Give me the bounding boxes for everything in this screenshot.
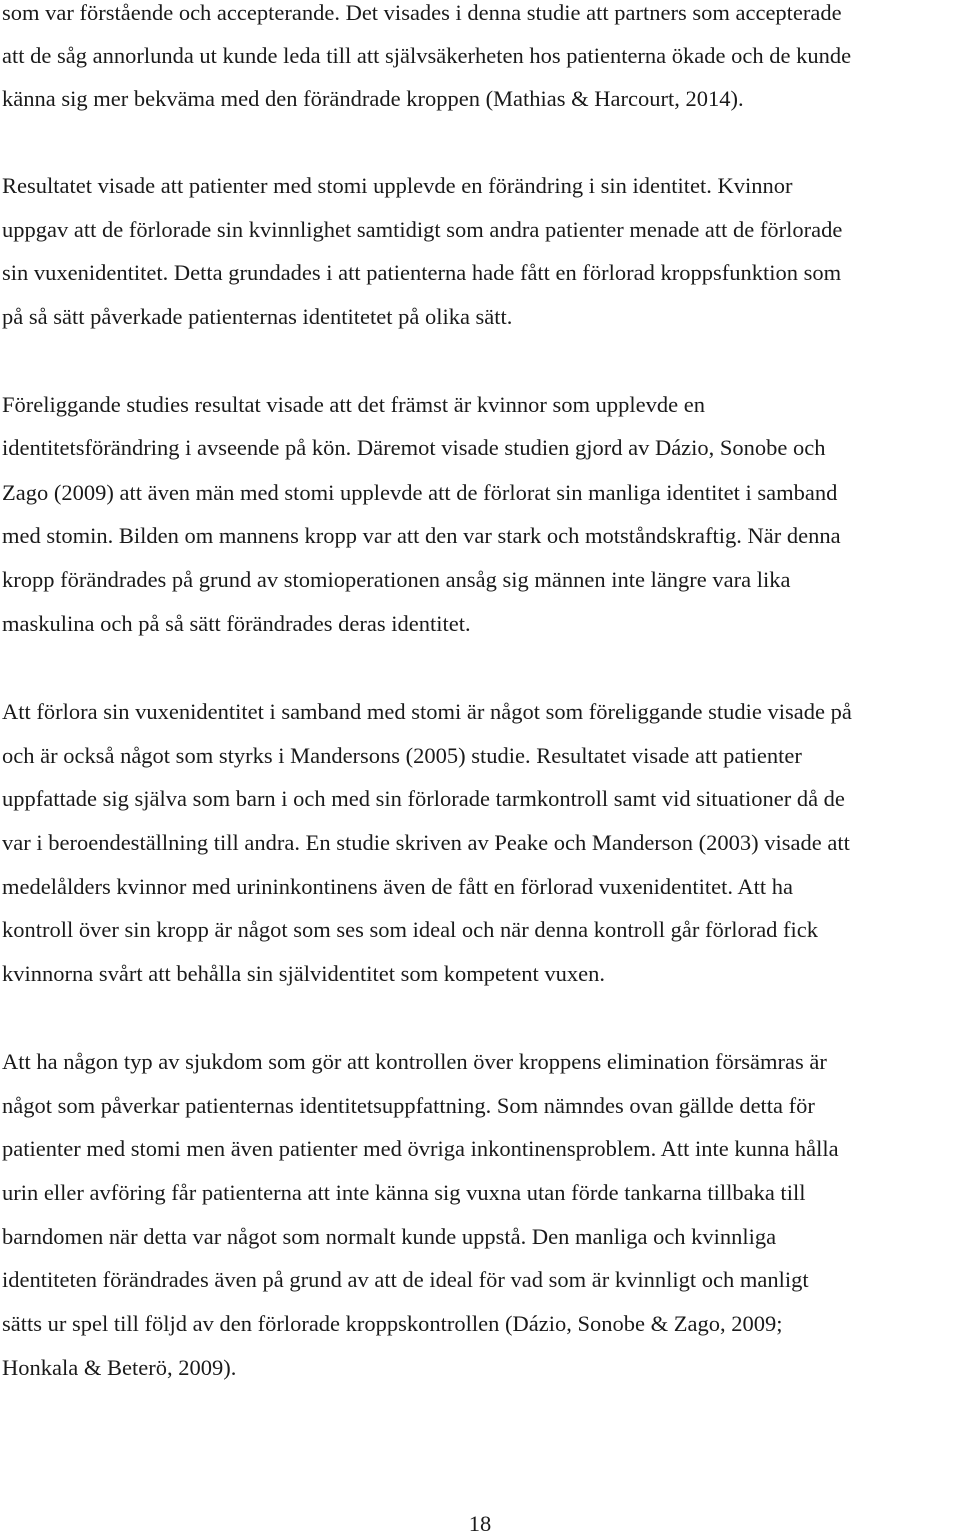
text-line: Att förlora sin vuxenidentitet i samband med stomi är något som föreliggande studie visade på xyxy=(2,699,852,724)
text-line: identiteten förändrades även på grund av att de ideal för vad som är kvinnligt och manligt xyxy=(2,1267,809,1292)
text-line: maskulina och på så sätt förändrades deras identitet. xyxy=(2,611,471,636)
text-line: sin vuxenidentitet. Detta grundades i att patienterna hade fått en förlorad kroppsfunktion som xyxy=(2,260,842,285)
text-line: kropp förändrades på grund av stomioperationen ansåg sig männen inte längre vara lika xyxy=(2,567,791,592)
text-line: patienter med stomi men även patienter med övriga inkontinensproblem. Att inte kunna hålla xyxy=(2,1136,839,1161)
text-line: uppfattade sig själva som barn i och med sin förlorade tarmkontroll samt vid situationer då de xyxy=(2,786,845,811)
page-number: 18 xyxy=(468,1511,492,1536)
text-line: med stomin. Bilden om mannens kropp var att den var stark och motståndskraftig. När denna xyxy=(2,523,841,548)
text-line: sätts ur spel till följd av den förlorade kroppskontrollen (Dázio, Sonobe & Zago, 2009; xyxy=(2,1311,783,1336)
text-line: Zago (2009) att även män med stomi upplevde att de förlorat sin manliga identitet i samband xyxy=(2,480,838,505)
text-line: Honkala & Beterö, 2009). xyxy=(2,1355,237,1380)
text-line: att de såg annorlunda ut kunde leda till att självsäkerheten hos patienterna ökade och de kunde xyxy=(2,43,852,68)
text-line: Att ha någon typ av sjukdom som gör att kontrollen över kroppens elimination försämras är xyxy=(2,1049,827,1074)
text-line: kontroll över sin kropp är något som ses som ideal och när denna kontroll går förlorad fick xyxy=(2,917,819,942)
text-line: barndomen när detta var något som normalt kunde uppstå. Den manliga och kvinnliga xyxy=(2,1224,777,1249)
text-line: medelålders kvinnor med urininkontinens även de fått en förlorad vuxenidentitet. Att ha xyxy=(2,874,794,899)
text-line: var i beroendeställning till andra. En studie skriven av Peake och Manderson (2003) visade att xyxy=(2,830,850,855)
text-line: något som påverkar patienternas identitetsuppfattning. Som nämndes ovan gällde detta för xyxy=(2,1093,815,1118)
text-line: på så sätt påverkade patienternas identitetet på olika sätt. xyxy=(2,304,513,329)
text-line: Föreliggande studies resultat visade att det främst är kvinnor som upplevde en xyxy=(2,392,705,417)
text-line: som var förstående och accepterande. Det visades i denna studie att partners som accepterade xyxy=(2,0,842,25)
text-line: och är också något som styrks i Mandersons (2005) studie. Resultatet visade att patienter xyxy=(2,743,802,768)
text-line: kvinnorna svårt att behålla sin självidentitet som kompetent vuxen. xyxy=(2,961,605,986)
text-line: Resultatet visade att patienter med stomi upplevde en förändring i sin identitet. Kvinnor xyxy=(2,173,793,198)
text-line: urin eller avföring får patienterna att inte känna sig vuxna utan förde tankarna tillbaka till xyxy=(2,1180,806,1205)
text-line: uppgav att de förlorade sin kvinnlighet samtidigt som andra patienter menade att de förlorade xyxy=(2,217,843,242)
text-line: känna sig mer bekväma med den förändrade kroppen (Mathias & Harcourt, 2014). xyxy=(2,86,744,111)
text-line: identitetsförändring i avseende på kön. Däremot visade studien gjord av Dázio, Sonobe och xyxy=(2,435,826,460)
